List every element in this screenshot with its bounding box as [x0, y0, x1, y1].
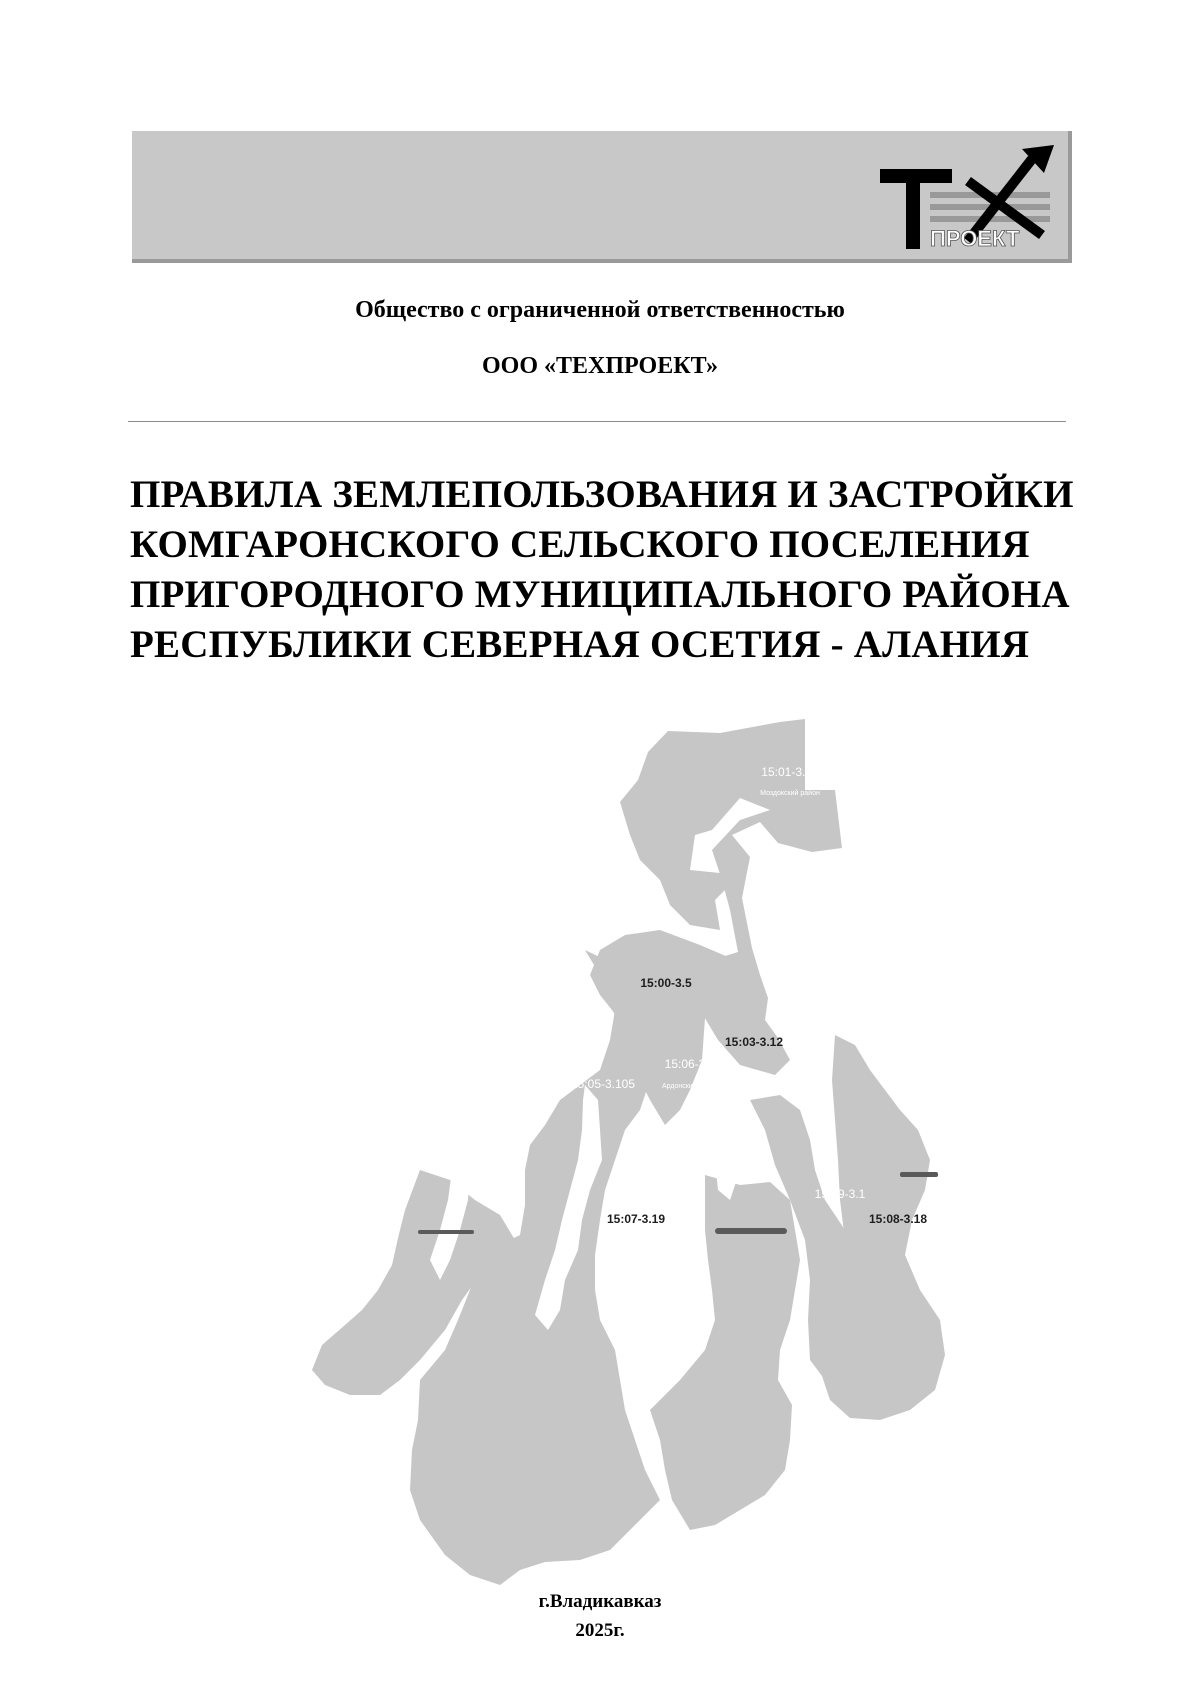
- district-label: Моздокский район: [760, 790, 820, 797]
- map-label-smudge: [900, 1172, 938, 1177]
- map-cutout-river: [715, 1095, 742, 1200]
- organization-name: ООО «ТЕХПРОЕКТ»: [481, 353, 718, 379]
- title-line: ПРАВИЛА ЗЕМЛЕПОЛЬЗОВАНИЯ И ЗАСТРОЙКИ: [130, 473, 1074, 516]
- title-line: РЕСПУБЛИКИ СЕВЕРНАЯ ОСЕТИЯ - АЛАНИЯ: [130, 623, 1030, 666]
- district-code: 15:06-3.1: [664, 1057, 716, 1071]
- map-label-smudge: [418, 1230, 474, 1234]
- district-code: 15:07-3.19: [606, 1212, 666, 1226]
- district-code: 15:09-3.1: [814, 1187, 866, 1201]
- title-line: КОМГАРОНСКОГО СЕЛЬСКОГО ПОСЕЛЕНИЯ: [130, 523, 1030, 566]
- title-line: ПРИГОРОДНОГО МУНИЦИПАЛЬНОГО РАЙОНА: [130, 573, 1070, 616]
- district-code: 15:08-3.18: [868, 1212, 928, 1226]
- organization-type: Общество с ограниченной ответственностью: [355, 297, 845, 323]
- logo-text: ПРОЕКТ: [930, 226, 1020, 251]
- district-label: Ардонский район: [661, 1083, 719, 1090]
- footer-year: 2025г.: [575, 1620, 625, 1641]
- footer-city: г.Владикавказ: [538, 1591, 662, 1612]
- district-code: 15:03-3.12: [724, 1035, 784, 1049]
- district-code: 15:01-3.13: [761, 765, 819, 779]
- district-code: 15:05-3.105: [570, 1077, 636, 1091]
- map-label-smudge: [715, 1228, 787, 1234]
- district-code: 15:04-3.103: [415, 1150, 481, 1164]
- map-regions: [312, 719, 945, 1585]
- district-code: 15:00-3.5: [640, 976, 692, 990]
